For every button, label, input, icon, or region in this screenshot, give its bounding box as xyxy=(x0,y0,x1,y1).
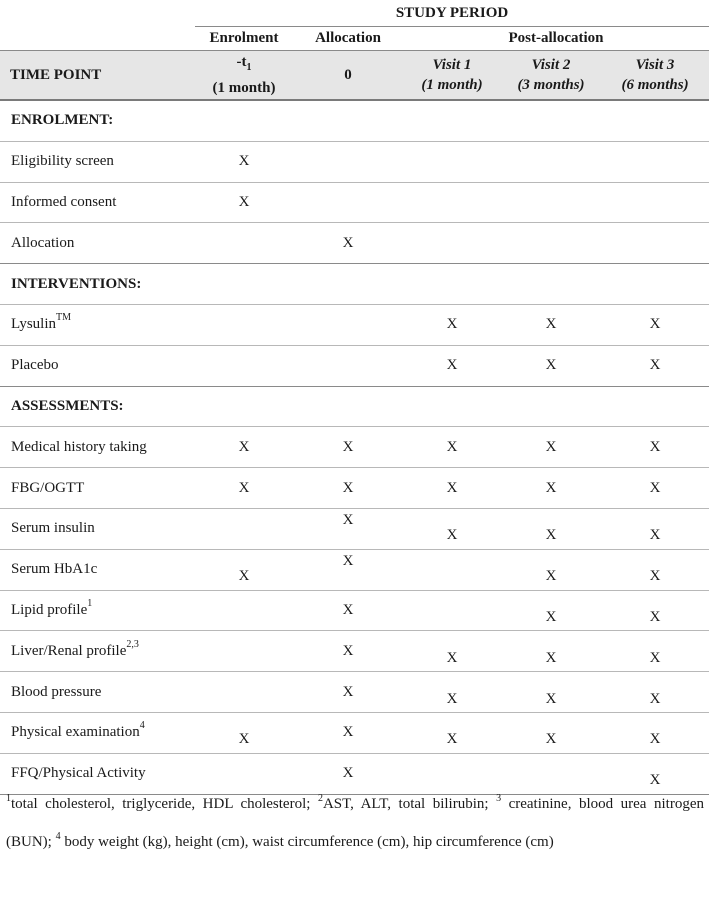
section-label: ASSESSMENTS: xyxy=(0,386,195,427)
visit1-desc: (1 month) xyxy=(421,77,483,93)
mark-x: X xyxy=(649,731,661,748)
mark-x: X xyxy=(545,608,557,625)
footnotes xyxy=(6,785,704,861)
mark-x: X xyxy=(446,479,458,496)
section-assessments xyxy=(0,386,709,427)
table-row xyxy=(0,304,709,345)
footnote-mark: 4 xyxy=(55,831,61,842)
mark-x: X xyxy=(238,193,250,210)
mark-x: X xyxy=(545,568,557,585)
mark-x: X xyxy=(446,527,458,544)
mark-x: X xyxy=(649,438,661,455)
mark-x: X xyxy=(649,772,661,789)
section-enrolment xyxy=(0,100,709,141)
footnote-1: total cholesterol, triglyceride, HDL cholesterol; xyxy=(11,796,318,812)
table-row xyxy=(0,427,709,468)
mark-x: X xyxy=(545,527,557,544)
row-label: FFQ/Physical Activity xyxy=(0,753,195,794)
footnote-mark: 3 xyxy=(496,793,502,804)
visit2-desc: (3 months) xyxy=(517,77,585,93)
mark-x: X xyxy=(446,649,458,666)
time-point-label: TIME POINT xyxy=(0,51,195,101)
mark-x: X xyxy=(446,316,458,333)
enrolment-heading: Enrolment xyxy=(195,27,293,51)
mark-x: X xyxy=(545,649,557,666)
header-row-phases xyxy=(0,27,709,51)
row-label: Serum insulin xyxy=(0,508,195,549)
row-label: Lysulin™ xyxy=(0,304,195,345)
allocation-heading: Allocation xyxy=(293,27,403,51)
t1-subscript: 1 xyxy=(246,62,252,73)
mark-x: X xyxy=(545,479,557,496)
time-point-visit2 xyxy=(501,51,601,101)
mark-x: X xyxy=(649,608,661,625)
mark-x: X xyxy=(649,690,661,707)
mark-x: X xyxy=(342,642,354,659)
mark-x: X xyxy=(238,479,250,496)
section-interventions xyxy=(0,264,709,305)
row-label: Placebo xyxy=(0,345,195,386)
mark-x: X xyxy=(342,724,354,741)
post-allocation-heading: Post-allocation xyxy=(403,27,709,51)
table-row xyxy=(0,672,709,713)
mark-x: X xyxy=(342,683,354,700)
time-point-allocation: 0 xyxy=(293,51,403,101)
table-row xyxy=(0,549,709,590)
t1-prefix: -t xyxy=(236,54,247,70)
mark-x: X xyxy=(238,153,250,170)
t1-desc: (1 month) xyxy=(212,80,276,96)
footnote-2: AST, ALT, total bilirubin; xyxy=(322,796,497,812)
mark-x: X xyxy=(238,731,250,748)
mark-x: X xyxy=(342,601,354,618)
row-label: Allocation xyxy=(0,223,195,264)
footnote-mark: 1 xyxy=(6,793,11,804)
section-label: INTERVENTIONS: xyxy=(0,264,195,305)
row-label: Blood pressure xyxy=(0,672,195,713)
row-label: Informed consent xyxy=(0,182,195,223)
mark-x: X xyxy=(545,316,557,333)
mark-x: X xyxy=(649,479,661,496)
footnote-4: body weight (kg), height (cm), waist circumference (cm), hip circumference (cm) xyxy=(60,834,554,850)
mark-x: X xyxy=(649,649,661,666)
mark-x: X xyxy=(238,568,250,585)
footnote-3: creatinine, blood urea nitrogen (BUN); xyxy=(6,796,704,850)
time-point-enrolment xyxy=(195,51,293,101)
mark-x: X xyxy=(342,234,354,251)
header-row-time-point xyxy=(0,51,709,101)
visit3-desc: (6 months) xyxy=(621,77,689,93)
table-row xyxy=(0,712,709,753)
study-period-heading: STUDY PERIOD xyxy=(395,4,509,21)
mark-x: X xyxy=(545,357,557,374)
visit3-label: Visit 3 xyxy=(635,57,675,73)
footnote-mark: 2 xyxy=(317,793,323,804)
mark-x: X xyxy=(545,731,557,748)
mark-x: X xyxy=(446,357,458,374)
mark-x: X xyxy=(342,479,354,496)
row-label: Physical examination$^4$ xyxy=(0,712,195,753)
mark-x: X xyxy=(342,438,354,455)
table-row xyxy=(0,631,709,672)
table-row xyxy=(0,141,709,182)
mark-x: X xyxy=(649,357,661,374)
mark-x: X xyxy=(446,438,458,455)
mark-x: X xyxy=(342,553,354,570)
row-label: FBG/OGTT xyxy=(0,468,195,509)
row-label: Serum HbA1c xyxy=(0,549,195,590)
mark-x: X xyxy=(342,765,354,782)
table-row xyxy=(0,590,709,631)
row-label: Medical history taking xyxy=(0,427,195,468)
mark-x: X xyxy=(649,568,661,585)
row-label: Lipid profile$^1$ xyxy=(0,590,195,631)
row-label: Eligibility screen xyxy=(0,141,195,182)
section-label: ENROLMENT: xyxy=(11,112,114,129)
row-label: Liver/Renal profile$^{2,3}$ xyxy=(0,631,195,672)
table-row xyxy=(0,468,709,509)
mark-x: X xyxy=(446,731,458,748)
trademark-sup: TM xyxy=(56,312,72,324)
mark-x: X xyxy=(649,316,661,333)
visit2-label: Visit 2 xyxy=(531,57,571,73)
table-row xyxy=(0,345,709,386)
mark-x: X xyxy=(446,690,458,707)
table-row xyxy=(0,182,709,223)
mark-x: X xyxy=(342,512,354,529)
table-row xyxy=(0,508,709,549)
time-point-visit1 xyxy=(403,51,501,101)
mark-x: X xyxy=(545,690,557,707)
visit1-label: Visit 1 xyxy=(432,57,472,73)
mark-x: X xyxy=(649,527,661,544)
time-point-visit3 xyxy=(601,51,709,101)
table-row xyxy=(0,223,709,264)
mark-x: X xyxy=(238,438,250,455)
footnote-ref: 1 xyxy=(87,597,93,609)
header-row-study-period xyxy=(0,0,709,27)
footnote-ref: 4 xyxy=(139,720,145,732)
footnote-ref: 2,3 xyxy=(126,638,139,650)
mark-x: X xyxy=(545,438,557,455)
